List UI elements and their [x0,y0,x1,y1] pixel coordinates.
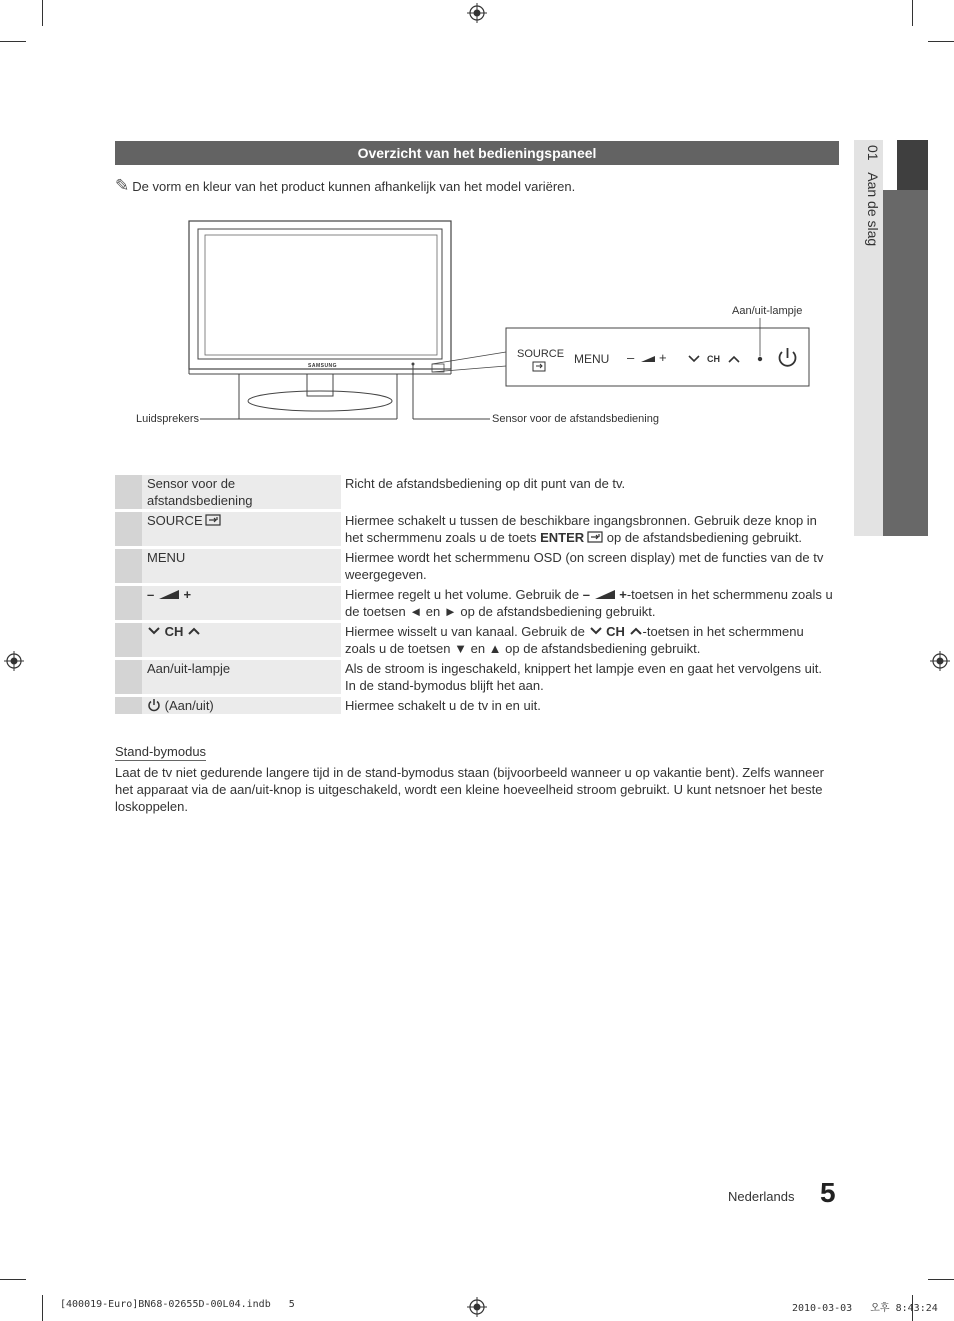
print-file-info: [400019-Euro]BN68-02655D-00L04.indb 5 [60,1299,295,1310]
tv-bezel [189,221,451,369]
table-row [115,512,839,546]
table-row [115,586,839,620]
volume-icon [158,588,180,600]
standby-text: Laat de tv niet gedurende langere tijd in de stand-bymodus staan (bijvoorbeeld wanneer u op vakantie bent). Zelfs wanneer het apparaat via de aan/uit-knop is uitgeschakeld, wordt een kleine hoeveelheid stroom gebruikt. U kunt netsnoer het beste loskoppelen. [115,765,824,814]
speakers-label: Luidsprekers [136,413,199,425]
row-name [142,512,341,546]
panel-source-label: SOURCE [517,348,565,360]
tv-control-panel-diagram [0,0,954,460]
row-name: Aan/uit-lampje [142,660,341,694]
registration-mark-icon [467,1297,487,1317]
crop-mark [0,1279,26,1280]
chevron-up-icon [629,626,643,636]
chapter-title: Aan de slag [865,172,881,247]
chevron-down-icon [589,626,603,636]
table-row [115,549,839,583]
registration-mark-icon [930,651,950,671]
panel-ch-label: CH [707,354,720,364]
chevron-up-icon [187,626,201,636]
power-icon [147,698,161,712]
pencil-note-icon: ✎ [115,176,130,195]
tv-stand-base [248,391,392,411]
row-name: MENU [142,549,341,583]
source-label: SOURCE [147,513,203,528]
control-panel-table [115,472,839,717]
panel-menu-label: MENU [574,352,610,366]
enter-key-label: ENTER [540,530,585,545]
row-desc: Hiermee schakelt u de tv in en uit. [345,698,541,713]
sensor-label: Sensor voor de afstandsbediening [492,413,659,425]
standby-title: Stand-bymodus [115,744,207,759]
row-desc: Als de stroom is ingeschakeld, knippert het lampje even en gaat het vervolgens uit. In de stand-bymodus blijft het aan. [345,661,822,693]
crop-mark [928,1279,954,1280]
table-row [115,623,839,657]
note-text: De vorm en kleur van het product kunnen afhankelijk van het model variëren. [132,179,576,194]
chevron-down-icon [147,626,161,636]
enter-icon [205,514,221,526]
page-number: 5 [820,1177,836,1208]
language-label: Nederlands [728,1189,795,1204]
sensor-point [412,363,415,366]
brand-logo: SAMSUNG [308,363,338,369]
crop-mark [42,1295,43,1321]
row-desc: Richt de afstandsbediening op dit punt van de tv. [345,476,626,491]
row-desc: Hiermee wordt het schermmenu OSD (on screen display) met de functies van de tv weergegeven. [345,550,824,582]
table-row [115,660,839,694]
row-name: CH [142,623,341,657]
row-name: – + [142,586,341,620]
row-name: (Aan/uit) [142,697,341,714]
registration-mark-icon [4,651,24,671]
table-row [115,475,839,509]
section-title: Overzicht van het bedieningspaneel [115,141,839,165]
row-desc: Hiermee schakelt u tussen de beschikbare ingangsbronnen. Gebruik deze knop in het schermmenu zoals u de toets ENTER op de afstandsbediening gebruikt. [345,513,817,545]
table-row [115,697,839,714]
panel-vol-plus: + [659,350,667,365]
tv-screen-inner [205,235,437,355]
row-name: Sensor voor de afstandsbediening [142,475,341,509]
row-desc: Hiermee regelt u het volume. Gebruik de – +-toetsen in het schermmenu zoals u de toetsen ◄ en ► op de afstandsbediening gebruikt. [345,587,833,619]
print-timestamp: 2010-03-03 오후 8:43:24 [792,1303,938,1314]
power-lamp-label: Aan/uit-lampje [732,305,803,317]
tv-screen [198,229,442,359]
panel-vol-minus: – [627,350,635,365]
enter-icon [587,531,603,543]
power-lamp-dot [758,357,762,361]
row-desc: Hiermee wisselt u van kanaal. Gebruik de CH -toetsen in het schermmenu zoals u de toetsen ▼ en ▲ op de afstandsbediening gebruikt. [345,624,804,656]
tv-stand-neck [307,374,333,396]
chapter-number: 01 [865,145,881,161]
volume-icon [594,588,616,600]
